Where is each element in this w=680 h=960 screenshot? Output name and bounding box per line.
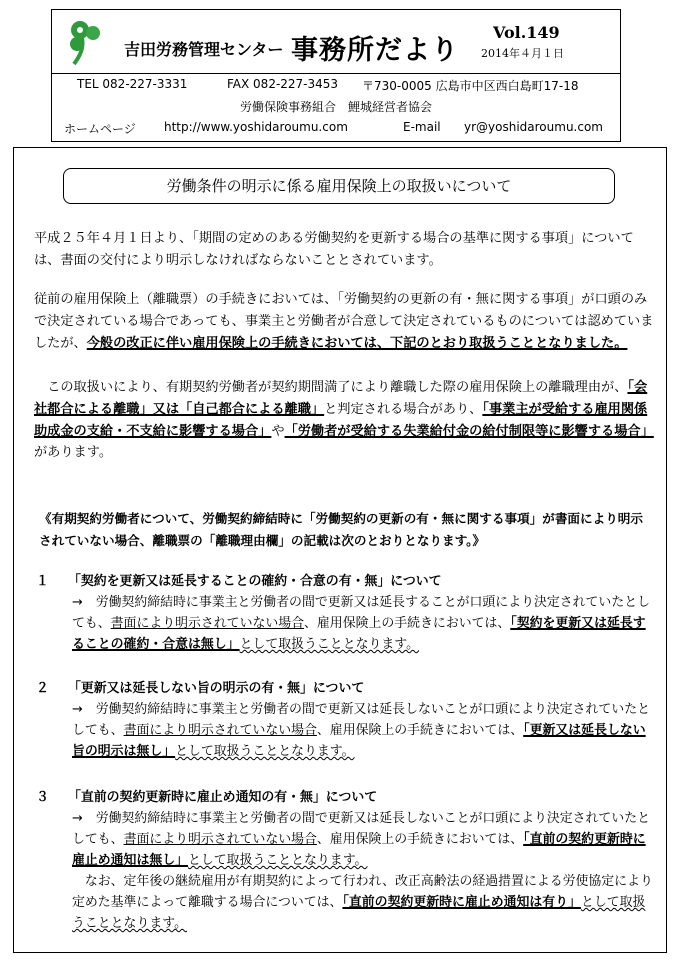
note-text: なお、定年後の継続雇用が有期契約によって行われ、改正高齢法の経過措置による労使協定により定めた基準によって離職する場合については、 <box>72 874 653 910</box>
paragraph-3-part: この取扱いにより、有期契約労働者が契約期間満了により離職した際の雇用保険上の離職理由が、 <box>47 380 628 395</box>
office-name: 吉田労務管理センター <box>124 40 284 59</box>
article-box <box>13 147 667 953</box>
newsletter-header <box>51 9 621 142</box>
address: 〒730-0005 広島市中区西白島町17-18 <box>362 79 579 93</box>
item-body: → 労働契約締結時に事業主と労働者の間で更新又は延長しないことが口頭により決定されていたとしても、 <box>72 811 650 847</box>
item-number: １ <box>36 574 49 589</box>
paragraph-3-part: があります。 <box>34 445 113 461</box>
paragraph-3-emphasis: 「労働者が受給する失業給付金の給付制限等に影響する場合」 <box>284 423 654 439</box>
item-body: 、雇用保険上の手続きにおいては、 <box>316 723 524 738</box>
item-number: ３ <box>36 790 49 805</box>
associations: 労働保険事務組合 鯉城経営者協会 <box>239 100 432 114</box>
list-item <box>34 787 654 934</box>
homepage-link[interactable]: http://www.yoshidaroumu.com <box>164 120 348 134</box>
list-item <box>34 571 654 655</box>
item-conclusion: として取扱うこととなります。 <box>188 853 368 868</box>
item-body: 、雇用保険上の手続きにおいては、 <box>316 832 524 847</box>
article-subject: 労働条件の明示に係る雇用保険上の取扱いについて <box>63 168 615 204</box>
closing-note <box>34 871 654 934</box>
volume-number: Vol.149 <box>493 23 560 42</box>
paragraph-3-part: や <box>271 423 285 439</box>
item-emphasis: 「更新又は延長しない旨の明示は無し」 <box>72 723 646 759</box>
paragraph-2-emphasis: 今般の改正に伴い雇用保険上の手続きにおいては、下記のとおり取扱うこととなりました。 <box>86 335 628 351</box>
item-heading: 「更新又は延長しない旨の明示の有・無」について <box>68 681 365 696</box>
item-heading: 「契約を更新又は延長することの確約・合意の有・無」について <box>68 574 442 589</box>
tel-number: TEL 082-227-3331 <box>77 77 188 91</box>
item-conclusion: として取扱うこととなります。 <box>175 744 355 759</box>
paragraph-2-text: 従前の雇用保険上（離職票）の手続きにおいては、「労働契約の更新の有・無に関する事項」が口頭のみで決定されている場合であっても、事業主と労働者が合意して決定されているものについては認めていましたが、 <box>34 292 654 351</box>
note-conclusion: として取扱うこととなります。 <box>72 895 646 931</box>
newsletter-title: 事務所だより <box>291 35 459 66</box>
email-label: E-mail <box>403 120 441 134</box>
paragraph-3 <box>34 377 654 464</box>
item-emphasis: 「契約を更新又は延長することの確約・合意は無し」 <box>72 616 646 652</box>
fax-number: FAX 082-227-3453 <box>227 77 339 91</box>
header-divider <box>52 73 620 74</box>
paragraph-2 <box>34 289 654 354</box>
notice-heading: 《有期契約労働者について、労働契約締結時に「労働契約の更新の有・無に関する事項」が書面により明示されていない場合、離職票の「離職理由欄」の記載は次のとおりとなります。》 <box>39 511 643 548</box>
paragraph-3-part: と判定される場合があり、 <box>324 401 483 417</box>
item-body: → 労働契約締結時に事業主と労働者の間で更新又は延長することが口頭により決定されていたとしても、 <box>72 595 650 631</box>
item-body: → 労働契約締結時に事業主と労働者の間で更新又は延長しないことが口頭により決定されていたとしても、 <box>72 702 650 738</box>
paragraph-3-emphasis: 「事業主が受給する雇用関係助成金の支給・不支給に影響する場合」 <box>34 401 648 439</box>
issue-date: 2014年４月１日 <box>481 47 564 60</box>
clover-logo-icon <box>66 20 106 66</box>
item-number: ２ <box>36 681 49 696</box>
list-item <box>34 678 654 762</box>
paragraph-3-emphasis: 「会社都合による離職」又は「自己都合による離職」 <box>34 380 648 417</box>
item-underlined: 書面により明示されていない場合 <box>123 832 317 847</box>
note-emphasis: 「直前の契約更新時に雇止め通知は有り」 <box>342 895 581 910</box>
item-emphasis: 「直前の契約更新時に雇止め通知は無し」 <box>72 832 646 868</box>
email-link[interactable]: yr@yoshidaroumu.com <box>464 120 603 134</box>
item-heading: 「直前の契約更新時に雇止め通知の有・無」について <box>68 790 378 805</box>
item-underlined: 書面により明示されていない場合 <box>123 723 317 738</box>
paragraph-1: 平成２５年４月１日より、「期間の定めのある労働契約を更新する場合の基準に関する事項」については、書面の交付により明示しなければならないこととされています。 <box>34 231 634 268</box>
item-underlined: 書面により明示されていない場合 <box>110 616 305 631</box>
item-body: 、雇用保険上の手続きにおいては、 <box>304 616 511 631</box>
homepage-label: ホームページ <box>64 122 136 136</box>
item-conclusion: として取扱うこととなります。 <box>239 637 420 652</box>
